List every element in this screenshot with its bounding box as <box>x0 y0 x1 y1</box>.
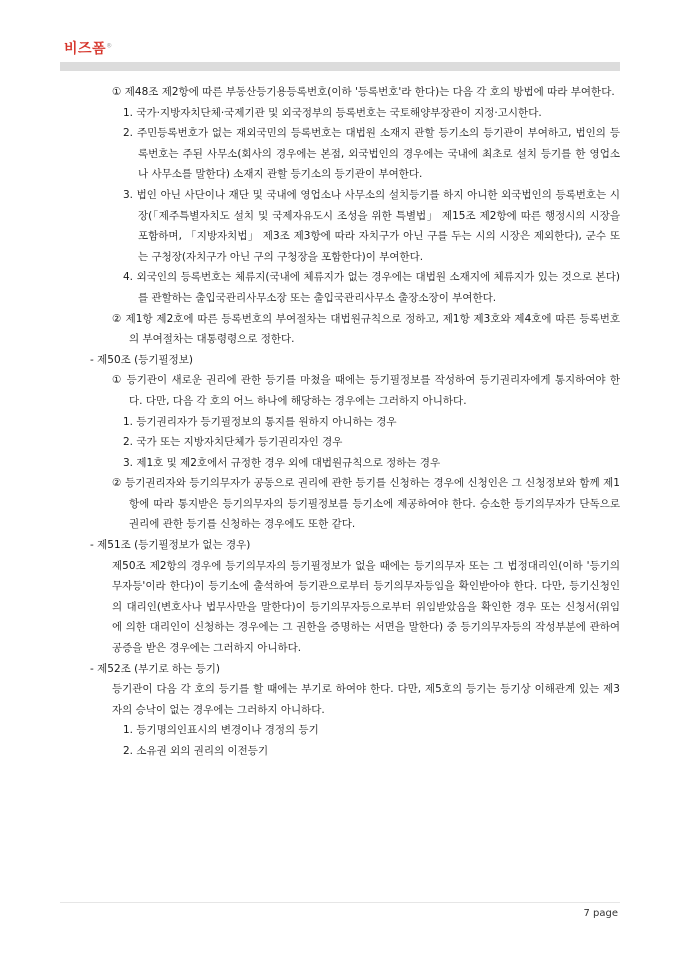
paragraph: 1. 등기명의인표시의 변경이나 경정의 등기 <box>123 724 319 737</box>
header-bar <box>60 62 620 71</box>
brand-logo <box>64 38 113 58</box>
article-heading: - 제52조 (부기로 하는 등기) <box>90 662 220 675</box>
paragraph: ② 제1항 제2호에 따른 등록번호의 부여절차는 대법원규칙으로 정하고, 제1항 제3호와 제4호에 따른 등록번호의 부여절차는 대통령령으로 정한다. <box>112 312 620 346</box>
paragraph: 2. 소유권 외의 권리의 이전등기 <box>123 745 269 757</box>
paragraph: 3. 법인 아닌 사단이나 재단 및 국내에 영업소나 사무소의 설치등기를 하지 아니한 외국법인의 등록번호는 시장(「제주특별자치도 설치 및 국제자유도시 조성을 위한 특별법」 제15조 제2항에 따른 행정시의 시장을 포함하며, 「지방자치법」 제3조 제3항에 따라 자치구가 아닌 구를 두는 시의 시장은 제외한다), 군수 또는 구청장(자치구가 아닌 구의 구청장을 포함한다)이 부여한다. <box>123 188 620 263</box>
paragraph: ① 등기관이 새로운 권리에 관한 등기를 마쳤을 때에는 등기필정보를 작성하여 등기권리자에게 통지하여야 한다. 다만, 다음 각 호의 어느 하나에 해당하는 경우에는 그러하지 아니하다. <box>112 374 620 407</box>
paragraph: 1. 국가·지방자치단체·국제기관 및 외국정부의 등록번호는 국토해양부장관이 지정·고시한다. <box>123 106 542 119</box>
paragraph: 2. 국가 또는 지방자치단체가 등기권리자인 경우 <box>123 436 343 449</box>
page-number: 7 page <box>583 908 618 919</box>
paragraph: 3. 제1호 및 제2호에서 규정한 경우 외에 대법원규칙으로 정하는 경우 <box>123 456 441 469</box>
paragraph: ① 제48조 제2항에 따른 부동산등기용등록번호(이하 '등록번호'라 한다)는 다음 각 호의 방법에 따라 부여한다. <box>112 86 615 98</box>
paragraph: 등기관이 다음 각 호의 등기를 할 때에는 부기로 하여야 한다. 다만, 제5호의 등기는 등기상 이해관계 있는 제3자의 승낙이 없는 경우에는 그러하지 아니하다. <box>112 683 620 716</box>
document-body <box>90 82 620 762</box>
article-heading: - 제51조 (등기필정보가 없는 경우) <box>90 539 251 552</box>
paragraph: 4. 외국인의 등록번호는 체류지(국내에 체류지가 없는 경우에는 대법원 소재지에 체류지가 있는 것으로 본다)를 관할하는 출입국관리사무소장 또는 출입국관리사무소 출장소장이 부여한다. <box>123 271 620 304</box>
article-heading: - 제50조 (등기필정보) <box>90 353 194 366</box>
registered-mark: ® <box>106 42 113 50</box>
footer-divider <box>60 902 620 903</box>
paragraph: 제50조 제2항의 경우에 등기의무자의 등기필정보가 없을 때에는 등기의무자 또는 그 법정대리인(이하 '등기의무자등'이라 한다)이 등기소에 출석하여 등기관으로부터 등기의무자등임을 확인받아야 한다. 다만, 등기신청인의 대리인(변호사나 법무사만을 말한다)이 등기의무자등으로부터 위임받았음을 확인한 경우 또는 신청서(위임에 의한 대리인이 신청하는 경우에는 그 권한을 증명하는 서면을 말한다) 중 등기의무자등의 작성부분에 관하여 공증을 받은 경우에는 그러하지 아니하다. <box>112 559 620 655</box>
paragraph: ② 등기권리자와 등기의무자가 공동으로 권리에 관한 등기를 신청하는 경우에 신청인은 그 신청정보와 함께 제1항에 따라 통지받은 등기의무자의 등기필정보를 등기소에 제공하여야 한다. 승소한 등기의무자가 단독으로 권리에 관한 등기를 신청하는 경우에도 또한 같다. <box>112 477 620 531</box>
brand-name: 비즈폼 <box>64 41 107 57</box>
paragraph: 2. 주민등록번호가 없는 재외국민의 등록번호는 대법원 소재지 관할 등기소의 등기관이 부여하고, 법인의 등록번호는 주된 사무소(회사의 경우에는 본점, 외국법인의 경우에는 국내에 최초로 설치 등기를 한 영업소나 사무소를 말한다) 소재지 관할 등기소의 등기관이 부여한다. <box>123 127 620 181</box>
paragraph: 1. 등기권리자가 등기필정보의 통지를 원하지 아니하는 경우 <box>123 415 397 428</box>
